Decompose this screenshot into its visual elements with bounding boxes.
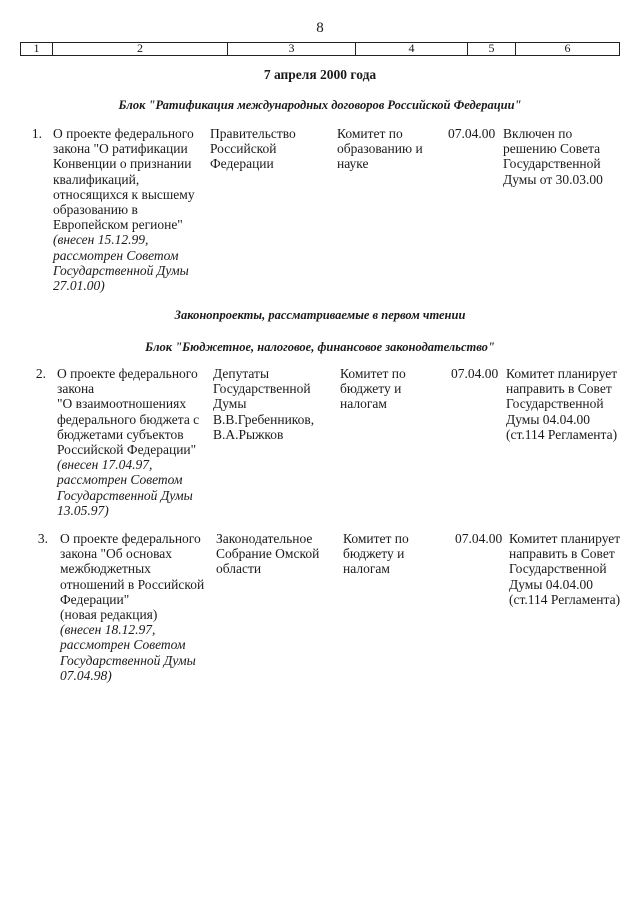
entry-committee: Комитет по бюджету и налогам	[343, 531, 409, 577]
column-number: 5	[468, 43, 516, 55]
entry-title	[53, 126, 211, 293]
entry-status: Комитет планирует направить в Совет Государственной Думы 04.04.00 (ст.114 Регламента)	[509, 531, 621, 607]
entry-date: 07.04.00	[451, 366, 499, 381]
entry-number: 3.	[37, 531, 48, 546]
entry-status: Включен по решению Совета Государственной Думы от 30.03.00	[503, 126, 603, 187]
entry-committee: Комитет по бюджету и налогам	[340, 366, 406, 412]
column-number-header	[20, 42, 620, 56]
page-number: 8	[316, 20, 324, 36]
entry-date: 07.04.00	[455, 531, 503, 546]
bill-title: О проекте федерального закона "О ратификации Конвенции о признании квалификаций, относящихся к высшему образованию в Европейском регионе"	[53, 126, 195, 233]
entry-number: 2.	[35, 366, 46, 381]
entry-committee: Комитет по образованию и науке	[337, 126, 423, 172]
entry-date: 07.04.00	[448, 126, 496, 141]
section-heading: Законопроекты, рассматриваемые в первом чтении	[174, 308, 466, 322]
column-number: 4	[356, 43, 468, 55]
section-heading: Блок "Бюджетное, налоговое, финансовое законодательство"	[145, 340, 495, 354]
entry-author: Депутаты Государственной Думы В.В.Гребенников, В.А.Рыжков	[213, 366, 315, 442]
entry-author: Законодательное Собрание Омской области	[216, 531, 320, 577]
section-heading: Блок "Ратификация международных договоров Российской Федерации"	[118, 98, 522, 112]
entry-number: 1.	[31, 126, 42, 141]
entry-title	[57, 366, 215, 518]
column-number: 3	[228, 43, 356, 55]
column-number: 6	[564, 41, 571, 55]
column-number: 1	[21, 43, 53, 55]
bill-note: (внесен 18.12.97, рассмотрен Советом Государственной Думы 07.04.98)	[60, 622, 196, 683]
entry-author: Правительство Российской Федерации	[210, 126, 296, 172]
bill-title: О проекте федерального закона "Об основах межбюджетных отношений в Российской Федерации" (новая редакция)	[60, 531, 205, 623]
bill-title: О проекте федерального закона "О взаимоотношениях федерального бюджета с бюджетами субъектов Российской Федерации"	[57, 366, 200, 458]
column-number: 2	[53, 43, 228, 55]
date-heading: 7 апреля 2000 года	[263, 67, 377, 82]
entry-status: Комитет планирует направить в Совет Государственной Думы 04.04.00 (ст.114 Регламента)	[506, 366, 618, 442]
bill-note: (внесен 17.04.97, рассмотрен Советом Государственной Думы 13.05.97)	[57, 457, 193, 518]
bill-note: (внесен 15.12.99, рассмотрен Советом Государственной Думы 27.01.00)	[53, 232, 189, 294]
entry-title	[60, 531, 218, 683]
